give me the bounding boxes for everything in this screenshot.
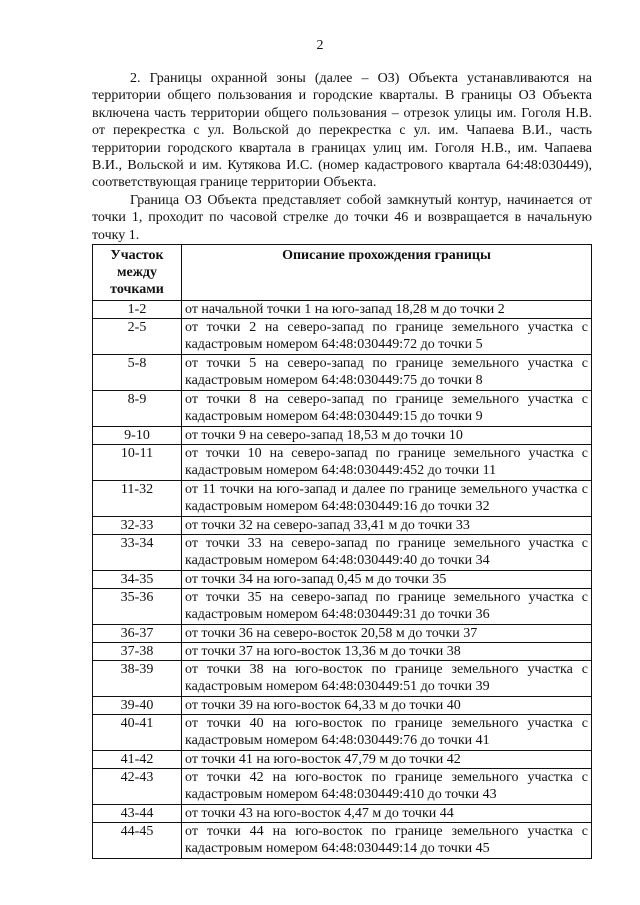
- table-row: [93, 697, 592, 715]
- description-cell: от точки 32 на северо-запад 33,41 м до точки 33: [182, 517, 592, 535]
- segment-cell: 44-45: [93, 823, 182, 859]
- table-row: [93, 715, 592, 751]
- header-segment: Участок между точками: [93, 245, 182, 301]
- segment-cell: 10-11: [93, 445, 182, 481]
- segment-cell: 37-38: [93, 643, 182, 661]
- table-row: [93, 751, 592, 769]
- segment-cell: 38-39: [93, 661, 182, 697]
- segment-cell: 35-36: [93, 589, 182, 625]
- description-cell: от точки 39 на юго-восток 64,33 м до точки 40: [182, 697, 592, 715]
- table-row: [93, 319, 592, 355]
- table-row: [93, 535, 592, 571]
- description-cell: от точки 34 на юго-запад 0,45 м до точки 35: [182, 571, 592, 589]
- description-cell: от 11 точки на юго-запад и далее по границе земельного участка с кадастровым номером 64:48:030449:16 до точки 32: [182, 481, 592, 517]
- description-cell: от точки 2 на северо-запад по границе земельного участка с кадастровым номером 64:48:030449:72 до точки 5: [182, 319, 592, 355]
- description-cell: от точки 9 на северо-запад 18,53 м до точки 10: [182, 427, 592, 445]
- segment-cell: 39-40: [93, 697, 182, 715]
- description-cell: от начальной точки 1 на юго-запад 18,28 м до точки 2: [182, 301, 592, 319]
- segment-cell: 33-34: [93, 535, 182, 571]
- description-cell: от точки 33 на северо-запад по границе земельного участка с кадастровым номером 64:48:030449:40 до точки 34: [182, 535, 592, 571]
- segment-cell: 43-44: [93, 805, 182, 823]
- paragraph-zone-boundaries: 2. Границы охранной зоны (далее – ОЗ) Объекта устанавливаются на территории общего пользования и городские кварталы. В границы ОЗ Объекта включена часть территории общего пользования – отрезок улицы им. Гоголя Н.В. от перекрестка с ул. Вольской до перекрестка с ул. им. Чапаева В.И., часть территории городского квартала в границах улиц им. Гоголя Н.В., им. Чапаева В.И., Вольской и им. Кутякова И.С. (номер кадастрового квартала 64:48:030449), соответствующая границе территории Объекта.: [92, 71, 592, 191]
- table-row: [93, 643, 592, 661]
- segment-cell: 2-5: [93, 319, 182, 355]
- segment-cell: 42-43: [93, 769, 182, 805]
- description-cell: от точки 10 на северо-запад по границе земельного участка с кадастровым номером 64:48:030449:452 до точки 11: [182, 445, 592, 481]
- segment-cell: 5-8: [93, 355, 182, 391]
- table-header-row: [93, 245, 592, 301]
- header-description: Описание прохождения границы: [182, 245, 592, 301]
- segment-cell: 1-2: [93, 301, 182, 319]
- description-cell: от точки 36 на северо-восток 20,58 м до точки 37: [182, 625, 592, 643]
- table-body: [93, 301, 592, 859]
- table-row: [93, 391, 592, 427]
- table-row: [93, 589, 592, 625]
- segment-cell: 32-33: [93, 517, 182, 535]
- table-row: [93, 445, 592, 481]
- description-cell: от точки 37 на юго-восток 13,36 м до точки 38: [182, 643, 592, 661]
- segment-cell: 40-41: [93, 715, 182, 751]
- table-row: [93, 805, 592, 823]
- boundary-route-table: [92, 244, 592, 859]
- description-cell: от точки 42 на юго-восток по границе земельного участка с кадастровым номером 64:48:030449:410 до точки 43: [182, 769, 592, 805]
- description-cell: от точки 38 на юго-восток по границе земельного участка с кадастровым номером 64:48:030449:51 до точки 39: [182, 661, 592, 697]
- table-row: [93, 301, 592, 319]
- description-cell: от точки 5 на северо-запад по границе земельного участка с кадастровым номером 64:48:030449:75 до точки 8: [182, 355, 592, 391]
- table-row: [93, 481, 592, 517]
- segment-cell: 41-42: [93, 751, 182, 769]
- description-cell: от точки 43 на юго-восток 4,47 м до точки 44: [182, 805, 592, 823]
- description-cell: от точки 35 на северо-запад по границе земельного участка с кадастровым номером 64:48:030449:31 до точки 36: [182, 589, 592, 625]
- table-row: [93, 625, 592, 643]
- paragraph-contour-description: Граница ОЗ Объекта представляет собой замкнутый контур, начинается от точки 1, проходит по часовой стрелке до точки 46 и возвращается в начальную точку 1.: [92, 193, 592, 243]
- table-row: [93, 769, 592, 805]
- description-cell: от точки 44 на юго-восток по границе земельного участка с кадастровым номером 64:48:030449:14 до точки 45: [182, 823, 592, 859]
- description-cell: от точки 40 на юго-восток по границе земельного участка с кадастровым номером 64:48:030449:76 до точки 41: [182, 715, 592, 751]
- table-row: [93, 661, 592, 697]
- table-row: [93, 517, 592, 535]
- segment-cell: 8-9: [93, 391, 182, 427]
- table-row: [93, 571, 592, 589]
- description-cell: от точки 41 на юго-восток 47,79 м до точки 42: [182, 751, 592, 769]
- segment-cell: 9-10: [93, 427, 182, 445]
- table-row: [93, 823, 592, 859]
- segment-cell: 34-35: [93, 571, 182, 589]
- description-cell: от точки 8 на северо-запад по границе земельного участка с кадастровым номером 64:48:030449:15 до точки 9: [182, 391, 592, 427]
- segment-cell: 11-32: [93, 481, 182, 517]
- table-row: [93, 427, 592, 445]
- segment-cell: 36-37: [93, 625, 182, 643]
- page-number: 2: [316, 38, 324, 53]
- table-row: [93, 355, 592, 391]
